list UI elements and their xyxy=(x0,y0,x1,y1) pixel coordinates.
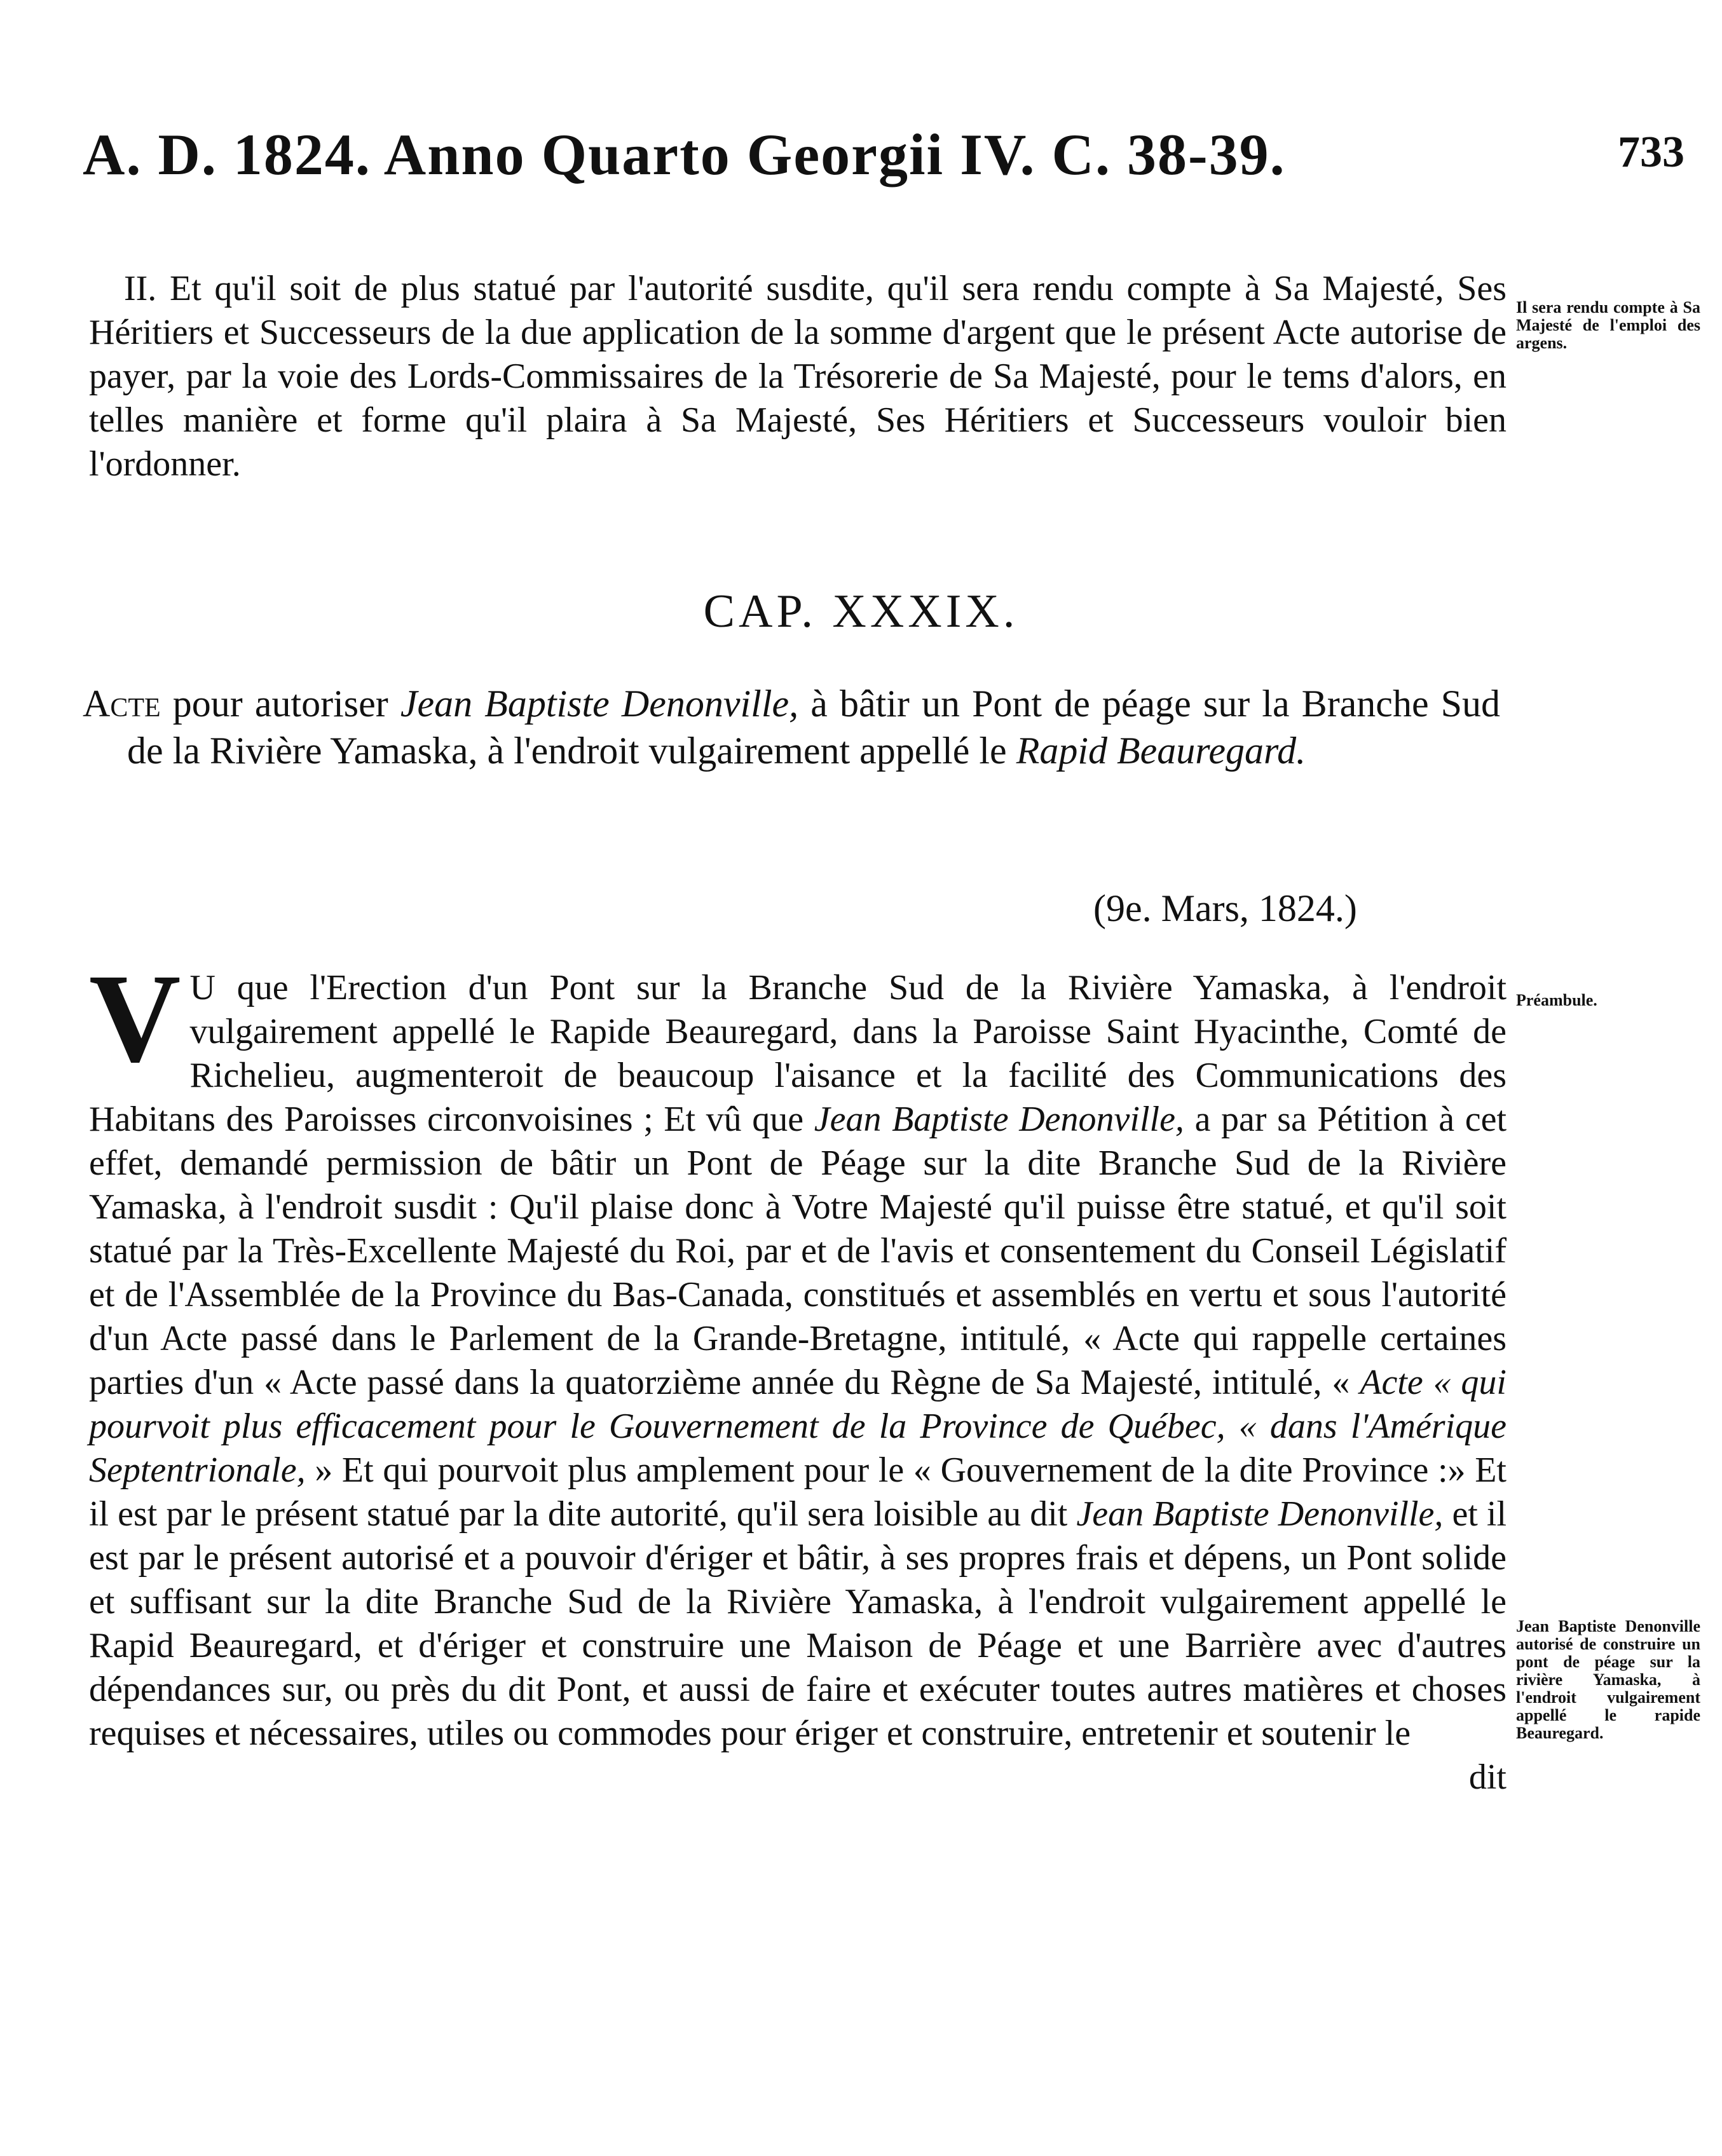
act-title xyxy=(83,680,1500,774)
margin-note-authorization: Jean Baptiste Denonville autorisé de construire un pont de péage sur la rivière Yamaska, à l'endroit vulgairement appellé le rapide Beauregard. xyxy=(1516,1617,1700,1742)
preamble xyxy=(89,948,1507,1799)
preamble-text-1: U que l'Erection d'un Pont sur la Branche Sud de la Rivière Yamaska, à l'endroit vulgairement appellé le Rapide Beauregard, dans la Paroisse Saint Hyacinthe, Comté de Richelieu, augmenteroit de beaucoup l'aisance et la facilité des Communications des Habitans des Paroisses circonvoisines ; Et vû que xyxy=(89,968,1507,1139)
preamble-text-2: a par sa Pétition à cet effet, demandé permission de bâtir un Pont de Péage sur la dite Branche Sud de la Rivière Yamaska, à l'endroit susdit : Qu'il plaise donc à Votre Majesté qu'il puisse être statué, et qu'il soit statué par la Très-Excellente Majesté du Roi, par et de l'avis et consentement du Conseil Législatif et de l'Assemblée de la Province du Bas-Canada, constitués et assemblés en vertu et sous l'autorité d'un Acte passé dans le Parlement de la Grande-Bretagne, intitulé, « Acte qui rappelle certaines parties d'un « Acte passé dans la quatorzième année du Règne de Sa Majesté, intitulé, « xyxy=(89,1100,1507,1402)
margin-note-preamble: Préambule. xyxy=(1516,991,1597,1009)
act-text-1: pour autoriser xyxy=(172,683,388,725)
catchword: dit xyxy=(1468,1757,1507,1797)
section-ii-text: II. Et qu'il soit de plus statué par l'autorité susdite, qu'il sera rendu compte à Sa Majesté, Ses Héritiers et Successeurs de la due application de la somme d'argent que le présent Acte autorise de payer, par la voie des Lords-Commissaires de la Trésorerie de Sa Majesté, pour le tems d'alors, en telles manière et forme qu'il plaira à Sa Majesté, Ses Héritiers et Successeurs vouloir bien l'ordonner. xyxy=(89,269,1507,484)
page-number: 733 xyxy=(1618,128,1684,177)
act-date: (9e. Mars, 1824.) xyxy=(1093,887,1357,929)
preamble-quote: Acte « qui pourvoit plus efficacement pour le Gouvernement de la Province de Québec, « dans l'Amérique Septentrionale, xyxy=(89,1363,1507,1490)
act-name: Jean Baptiste Denonville, xyxy=(400,683,799,725)
preamble-text-3: » Et qui pourvoit plus amplement pour le « Gouvernement de la dite Province :» Et il est par le présent statué par la dite autorité, qu'il sera loisible au dit xyxy=(89,1450,1507,1534)
act-word: Acte xyxy=(83,683,161,725)
page-header xyxy=(83,121,1684,216)
section-ii xyxy=(89,267,1507,486)
preamble-text-4: et il est par le présent autorisé et a pouvoir d'ériger et bâtir, à ses propres frais et dépens, un Pont solide et suffisant sur la dite Branche Sud de la Rivière Yamaska, à l'endroit vulgairement appellé le Rapid Beauregard, et d'ériger et construire une Maison de Péage et une Barrière avec d'autres dépendances sur, ou près du dit Pont, et aussi de faire et exécuter toutes autres matières et choses requises et nécessaires, utiles ou commodes pour ériger et construire, entretenir et soutenir le xyxy=(89,1494,1507,1753)
act-text-2: à bâtir un Pont de péage sur la Branche Sud de la Rivière Yamaska, à l'endroit vulgairement appellé le xyxy=(127,683,1501,772)
margin-note-accounting: Il sera rendu compte à Sa Majesté de l'emploi des argens. xyxy=(1516,298,1700,352)
preamble-text xyxy=(89,948,1507,1756)
chapter-title: CAP. XXXIX. xyxy=(703,585,1019,638)
drop-cap-letter: V xyxy=(89,948,181,1089)
preamble-name-2: Jean Baptiste Denonville, xyxy=(1076,1494,1444,1534)
running-title: A. D. 1824. Anno Quarto Georgii IV. C. 38-39. xyxy=(83,122,1286,187)
act-place: Rapid Beauregard. xyxy=(1016,730,1306,772)
preamble-name-1: Jean Baptiste Denonville, xyxy=(814,1100,1184,1139)
